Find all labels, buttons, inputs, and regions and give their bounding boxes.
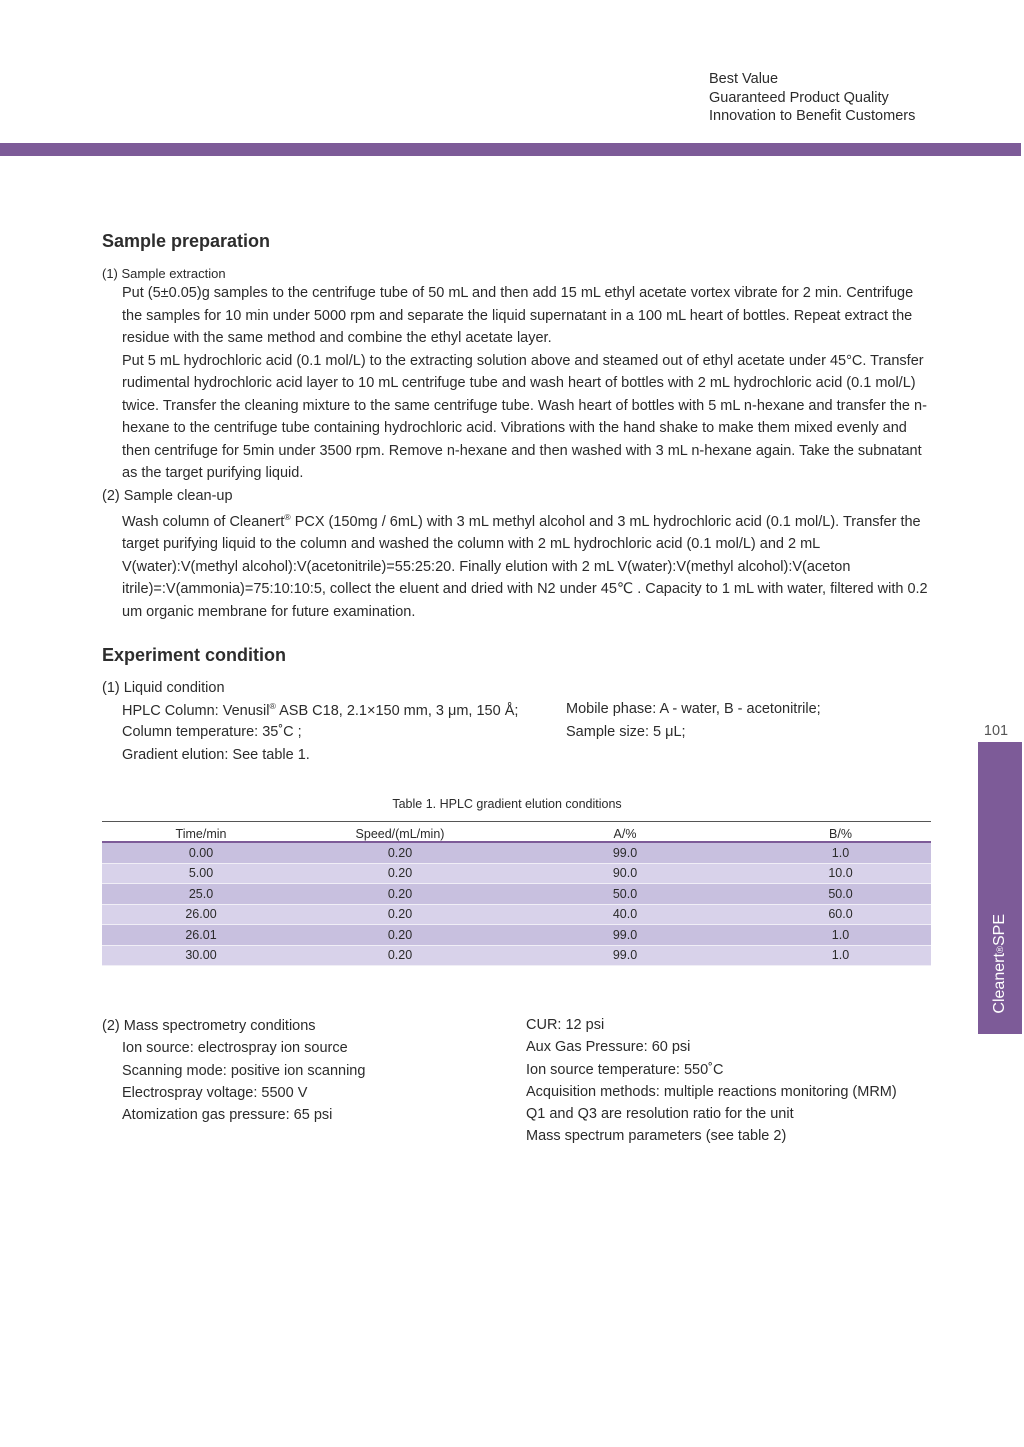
cell-time: 26.01 [185,927,217,942]
cell-a: 99.0 [612,845,638,860]
header-taglines [709,70,915,126]
tagline-3: Innovation to Benefit Customers [709,108,916,124]
cell-b: 1.0 [831,948,850,963]
table1-caption: Table 1. HPLC gradient elution conditions [392,797,622,811]
column-temperature-line: Column temperature: 35˚C ; [122,724,302,740]
header-time: Time/min [175,827,227,841]
cell-b: 1.0 [831,927,850,942]
mass-spec-item: Aux Gas Pressure: 60 psi [526,1039,691,1056]
gradient-elution-line: Gradient elution: See table 1. [122,747,310,763]
experiment-condition-heading: Experiment condition [102,645,287,665]
table-header-row [102,822,931,841]
mass-spec-item: Scanning mode: positive ion scanning [122,1062,366,1079]
cell-a: 40.0 [612,907,638,922]
table-row [102,905,931,926]
header-a: A/% [613,827,637,841]
header-speed: Speed/(mL/min) [355,827,445,841]
cell-time: 25.0 [188,886,214,901]
table-row [102,946,931,967]
table-row [102,843,931,864]
cell-b: 10.0 [828,866,853,881]
side-tab [978,742,1022,1034]
cell-b: 1.0 [831,845,850,860]
hplc-column-post: ASB C18, 2.1×150 mm, 3 μm, 150 Å; [275,702,519,719]
cell-a: 90.0 [612,866,638,881]
mass-spec-subheading: (2) Mass spectrometry conditions [102,1018,316,1034]
cell-speed: 0.20 [387,948,413,963]
cell-time: 30.00 [185,948,217,963]
table-body [102,843,931,966]
cell-speed: 0.20 [387,845,413,860]
mass-spec-left-column [102,1015,365,1126]
header-accent-bar [0,143,1021,156]
cleanup-text-post: PCX (150mg / 6mL) with 3 mL methyl alcohol and 3 mL hydrochloric acid (0.1 mol/L). Transfer the target purifying liquid to the column and washed the column with 2 mL hydrochloric acid (0.1 mol/L) and 2 mL V(water):V(methyl alcohol):V(acetonitrile)=55:25:20. Finally elution with 2 mL V(water):V(methyl alcohol):V(aceton itrile)=:V(ammonia)=75:10:10:5, collect the eluent and dried with N2 under 45℃ . Capacity to 1 mL with water, filtered with 0.2 um organic membrane for future examination. [122,513,928,620]
cleanup-text-pre: Wash column of Cleanert [122,513,285,530]
mass-spec-item: Acquisition methods: multiple reactions monitoring (MRM) [526,1083,897,1100]
cell-a: 99.0 [612,927,638,942]
cell-speed: 0.20 [387,866,413,881]
mass-spec-item: Electrospray voltage: 5500 V [122,1084,308,1101]
mass-spec-item: Mass spectrum parameters (see table 2) [526,1128,787,1145]
sample-size-line: Sample size: 5 μL; [566,724,686,740]
cleanup-paragraph [122,506,934,623]
hplc-column-pre: HPLC Column: Venusil [122,702,270,719]
mass-spec-right-column [526,1014,897,1148]
hplc-gradient-table [102,821,931,966]
cell-time: 5.00 [188,866,214,881]
table-row [102,884,931,905]
side-tab-brand: Cleanert [991,953,1008,1014]
tagline-2: Guaranteed Product Quality [709,89,889,106]
liquid-condition-subheading: (1) Liquid condition [102,680,225,696]
tagline-1: Best Value [709,71,779,87]
sample-extraction-text [122,282,934,485]
table-row [102,864,931,885]
side-tab-label [978,742,1022,1034]
mobile-phase-line: Mobile phase: A - water, B - acetonitrile; [566,701,821,717]
sample-cleanup-text [122,506,934,623]
hplc-column-line [122,701,518,719]
table-row [102,925,931,946]
sample-extraction-subheading: (1) Sample extraction [102,266,226,281]
page-number: 101 [983,723,1009,739]
registered-mark: ® [284,512,291,522]
mass-spec-item: Atomization gas pressure: 65 psi [122,1107,333,1124]
cell-b: 50.0 [828,886,853,901]
cell-time: 26.00 [185,907,217,922]
mass-spec-item: Q1 and Q3 are resolution ratio for the unit [526,1106,794,1123]
mass-spec-item: CUR: 12 psi [526,1017,605,1033]
cell-speed: 0.20 [387,907,413,922]
cell-a: 50.0 [612,886,638,901]
sample-preparation-heading: Sample preparation [102,231,271,251]
side-tab-suffix: SPE [991,914,1008,947]
registered-mark: ® [269,701,276,711]
sample-cleanup-subheading: (2) Sample clean-up [102,488,233,504]
extraction-paragraph-2: Put 5 mL hydrochloric acid (0.1 mol/L) to the extracting solution above and steamed out of ethyl acetate under 45°C. Transfer rudimental hydrochloric acid layer to 10 mL centrifuge tube and wash heart of bottles with 2 mL hydrochloric acid (0.1 mol/L) twice. Transfer the cleaning mixture to the same centrifuge tube. Wash heart of bottles with 5 mL n-hexane and transfer the n-hexane to the centrifuge tube containing hydrochloric acid. Vibrations with the hand shake to make them mixed evenly and then centrifuge for 5min under 3500 rpm. Remove n-hexane and then washed with 3 mL n-hexane again. Take the subnatant as the target purifying liquid. [122,352,927,481]
mass-spec-item: Ion source temperature: 550˚C [526,1061,724,1078]
cell-speed: 0.20 [387,886,413,901]
registered-mark: ® [994,946,1006,954]
cell-time: 0.00 [188,845,214,860]
extraction-paragraph-1: Put (5±0.05)g samples to the centrifuge tube of 50 mL and then add 15 mL ethyl acetate vortex vibrate for 2 min. Centrifuge the samples for 10 min under 5000 rpm and separate the liquid supernatant in a 100 mL heart of bottles. Repeat extract the residue with the same method and combine the ethyl acetate layer. [122,285,914,346]
cell-speed: 0.20 [387,927,413,942]
header-b: B/% [829,827,852,841]
cell-a: 99.0 [612,948,638,963]
cell-b: 60.0 [828,907,853,922]
mass-spec-item: Ion source: electrospray ion source [122,1040,348,1057]
